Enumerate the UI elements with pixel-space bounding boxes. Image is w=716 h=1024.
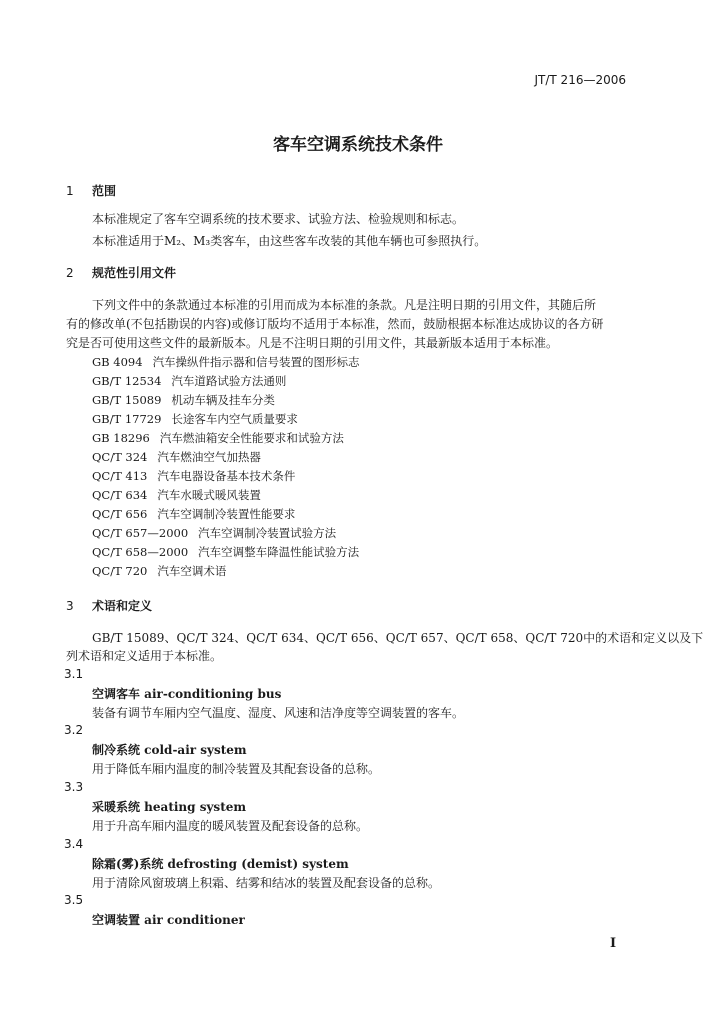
standard-number: JT/T 216—2006 [534,73,626,87]
reference-code: QC/T 656 [92,507,148,521]
clause-number: 3.1 [64,667,84,681]
section-title: 规范性引用文件 [92,266,177,280]
reference-title: 汽车空调整车降温性能试验方法 [198,545,360,559]
section-number: 1 [66,184,74,198]
reference-title: 汽车燃油箱安全性能要求和试验方法 [159,431,344,445]
reference-item [92,430,344,446]
document-title: 客车空调系统技术条件 [273,135,443,155]
reference-item [92,506,295,522]
term-definition: 用于升高车厢内温度的暖风装置及配套设备的总称。 [92,819,369,833]
reference-code: GB/T 15089 [92,393,162,407]
reference-title: 汽车电器设备基本技术条件 [157,469,296,483]
reference-item [92,487,261,503]
reference-title: 汽车水暖式暖风装置 [157,488,261,502]
reference-code: QC/T 324 [92,450,148,464]
paragraph-line: 列术语和定义适用于本标准。 [66,649,223,663]
reference-item [92,563,226,579]
reference-item [92,354,360,370]
reference-item [92,411,298,427]
paragraph-line: GB/T 15089、QC/T 324、QC/T 634、QC/T 656、QC/T 657、QC/T 658、QC/T 720中的术语和定义以及下 [92,631,704,645]
term-definition: 用于清除风窗玻璃上积霜、结雾和结冰的装置及配套设备的总称。 [92,876,441,890]
reference-code: GB/T 12534 [92,374,162,388]
term-name: 采暖系统 heating system [92,800,247,814]
section-1-heading [66,182,116,199]
clause-number: 3.5 [64,893,84,907]
paragraph: 本标准规定了客车空调系统的技术要求、试验方法、检验规则和标志。 [92,212,465,226]
reference-item [92,544,359,560]
reference-code: QC/T 720 [92,564,148,578]
reference-code: GB 4094 [92,355,143,369]
reference-code: GB/T 17729 [92,412,162,426]
section-3-heading [66,597,152,614]
reference-title: 机动车辆及挂车分类 [171,393,275,407]
reference-title: 汽车空调术语 [157,564,227,578]
reference-item [92,468,295,484]
term-name: 空调装置 air conditioner [92,913,245,927]
paragraph-line: 究是否可使用这些文件的最新版本。凡是不注明日期的引用文件，其最新版本适用于本标准。 [66,336,559,350]
page-number: I [610,936,617,951]
paragraph-line: 下列文件中的条款通过本标准的引用而成为本标准的条款。凡是注明日期的引用文件，其随后所 [92,298,597,312]
term-name: 空调客车 air-conditioning bus [92,687,282,701]
reference-code: QC/T 413 [92,469,148,483]
section-number: 3 [66,599,74,613]
clause-number: 3.2 [64,723,84,737]
term-name: 除霜(雾)系统 defrosting (demist) system [92,857,349,871]
term-name: 制冷系统 cold-air system [92,743,247,757]
reference-code: QC/T 658—2000 [92,545,189,559]
term-definition: 装备有调节车厢内空气温度、湿度、风速和洁净度等空调装置的客车。 [92,706,465,720]
term-definition: 用于降低车厢内温度的制冷装置及其配套设备的总称。 [92,762,381,776]
section-title: 范围 [92,184,117,198]
reference-code: GB 18296 [92,431,150,445]
reference-code: QC/T 634 [92,488,148,502]
section-title: 术语和定义 [92,599,153,613]
reference-title: 汽车道路试验方法通则 [171,374,287,388]
reference-title: 汽车空调制冷装置性能要求 [157,507,296,521]
paragraph: 本标准适用于M₂、M₃类客车，由这些客车改装的其他车辆也可参照执行。 [92,234,487,248]
reference-item [92,392,275,408]
reference-item [92,525,336,541]
reference-title: 汽车空调制冷装置试验方法 [198,526,337,540]
reference-title: 汽车操纵件指示器和信号装置的图形标志 [152,355,360,369]
clause-number: 3.3 [64,780,84,794]
reference-item [92,373,286,389]
clause-number: 3.4 [64,837,84,851]
reference-item [92,449,261,465]
reference-title: 汽车燃油空气加热器 [157,450,261,464]
section-number: 2 [66,266,74,280]
paragraph-line: 有的修改单(不包括勘误的内容)或修订版均不适用于本标准，然而，鼓励根据本标准达成协议的各方研 [66,317,604,331]
reference-code: QC/T 657—2000 [92,526,189,540]
reference-title: 长途客车内空气质量要求 [171,412,298,426]
section-2-heading [66,264,176,281]
